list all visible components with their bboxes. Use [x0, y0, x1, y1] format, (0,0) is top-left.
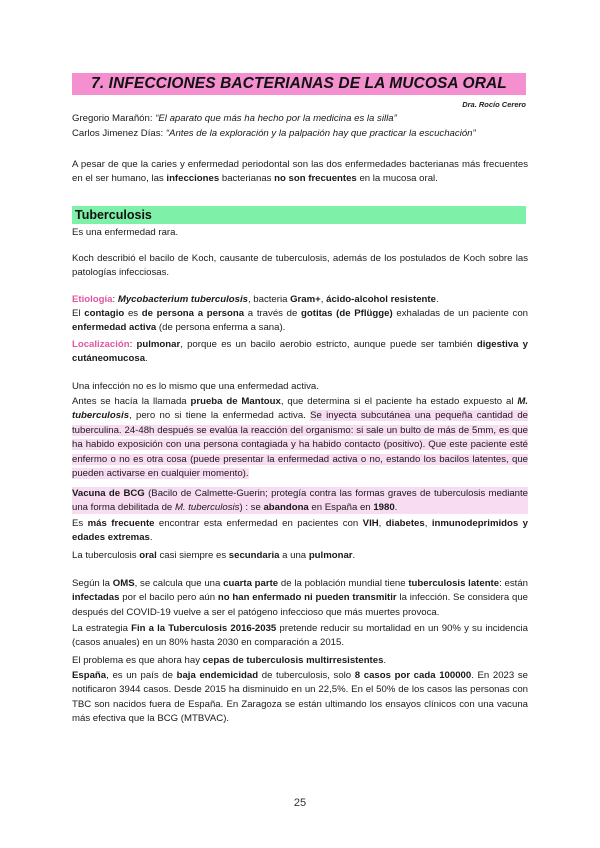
mantoux-highlight: Se inyecta subcutánea una pequeña cantidad de tuberculina. 24-48h después se evalúa la reacción del organismo: si sale un bulto de más de 5mm, es que ha habido exposición con una persona contagiada y ha habido contacto (positivo). Que este paciente esté enfermo o no es otra cosa (puede presentar la enfermedad activa o no, estando los bacilos latentes, que pueden activarse en cualquier momento).: [72, 410, 528, 480]
quote-1: [72, 112, 528, 126]
paragraph-contagio: El contagio es de persona a persona a través de gotitas (de Pflügge) exhaladas de un paciente con enfermedad activa (de persona enferma a sana).: [72, 308, 529, 334]
paragraph-estrategia: La estrategia Fin a la Tuberculosis 2016-2035 pretende reducir su mortalidad en un 90% y su incidencia (casos anuales) en un 80% hasta 2030 en comparación a 2015.: [72, 623, 528, 649]
paragraph-espana: España, es un país de baja endemicidad de tuberculosis, solo 8 casos por cada 100000. En 2023 se notificaron 3944 casos. Desde 2015 ha disminuido en un 22,5%. En el 50% de los casos las personas con TBC son nacidos fuera de España. En Zaragoza se están ultimando los ensayos clínicos con una vacuna más efectiva que la BCG (MTBVAC).: [72, 670, 528, 725]
paragraph-oral: La tuberculosis oral casi siempre es secundaria a una pulmonar.: [72, 550, 356, 561]
section-title: Tuberculosis: [75, 208, 152, 222]
quote-2: [72, 127, 528, 141]
paragraph-localizacion: Localización: pulmonar, porque es un bacilo aerobio estricto, aunque puede ser también digestiva y cutáneomucosa.: [72, 339, 528, 365]
section-header-tuberculosis: [72, 206, 526, 224]
chapter-title: 7. INFECCIONES BACTERIANAS DE LA MUCOSA ORAL: [91, 75, 507, 92]
quote-2-text: “Antes de la exploración y la palpación hay que practicar la escuchación”: [165, 128, 476, 139]
paragraph-bcg: Vacuna de BCG (Bacilo de Calmette-Guerin; protegía contra las formas graves de tuberculosis mediante una forma debilitada de M. tuberculosis) : se abandona en España en 1980.: [72, 488, 529, 513]
etiologia-label: Etiología: [72, 294, 113, 305]
page-number: 25: [293, 797, 307, 809]
paragraph-etiologia: Etiología: Mycobacterium tuberculosis, bacteria Gram+, ácido-alcohol resistente.: [72, 294, 439, 305]
paragraph-problema: El problema es que ahora hay cepas de tuberculosis multirresistentes.: [72, 655, 387, 666]
quote-2-name: Carlos Jimenez Días:: [72, 128, 164, 139]
localizacion-label: Localización: [72, 339, 130, 350]
paragraph-frecuente: Es más frecuente encontrar esta enfermedad en pacientes con VIH, diabetes, inmunodeprimidos y edades extremas.: [72, 518, 528, 544]
intro-paragraph: A pesar de que la caries y enfermedad periodontal son las dos enfermedades bacterianas más frecuentes en el ser humano, las infecciones bacterianas no son frecuentes en la mucosa oral.: [72, 159, 528, 185]
paragraph-mantoux: Antes se hacía la llamada prueba de Mantoux, que determina si el paciente ha estado expuesto al M. tuberculosis, pero no si tiene la enfermedad activa. Se inyecta subcutánea una pequeña cantidad de tuberculina. 24-48h después se evalúa la reacción del organismo: si sale un bulto de más de 5mm, es que ha habido exposición con una persona contagiada y ha habido contacto (positivo). Que este paciente esté enfermo o no es otra cosa (puede presentar la enfermedad activa o no, estando los bacilos latentes, que pueden activarse en cualquier momento).: [72, 396, 528, 480]
paragraph-infeccion: Una infección no es lo mismo que una enfermedad activa.: [72, 381, 319, 392]
chapter-title-bar: [72, 73, 526, 95]
paragraph-koch: Koch describió el bacilo de Koch, causante de tuberculosis, además de los postulados de Koch sobre las patologías infecciosas.: [72, 253, 528, 279]
paragraph-rara: Es una enfermedad rara.: [72, 227, 179, 238]
quote-1-name: Gregorio Marañón:: [72, 113, 153, 124]
paragraph-oms: Según la OMS, se calcula que una cuarta parte de la población mundial tiene tuberculosis latente: están infectadas por el bacilo pero aún no han enfermado ni pueden transmitir la infección. Se considera que después del COVID-19 vuelve a ser el patógeno infeccioso que más muertes provoca.: [72, 578, 528, 618]
author: Dra. Rocío Cerero: [462, 100, 526, 109]
quote-1-text: “El aparato que más ha hecho por la medicina es la silla”: [155, 113, 397, 124]
